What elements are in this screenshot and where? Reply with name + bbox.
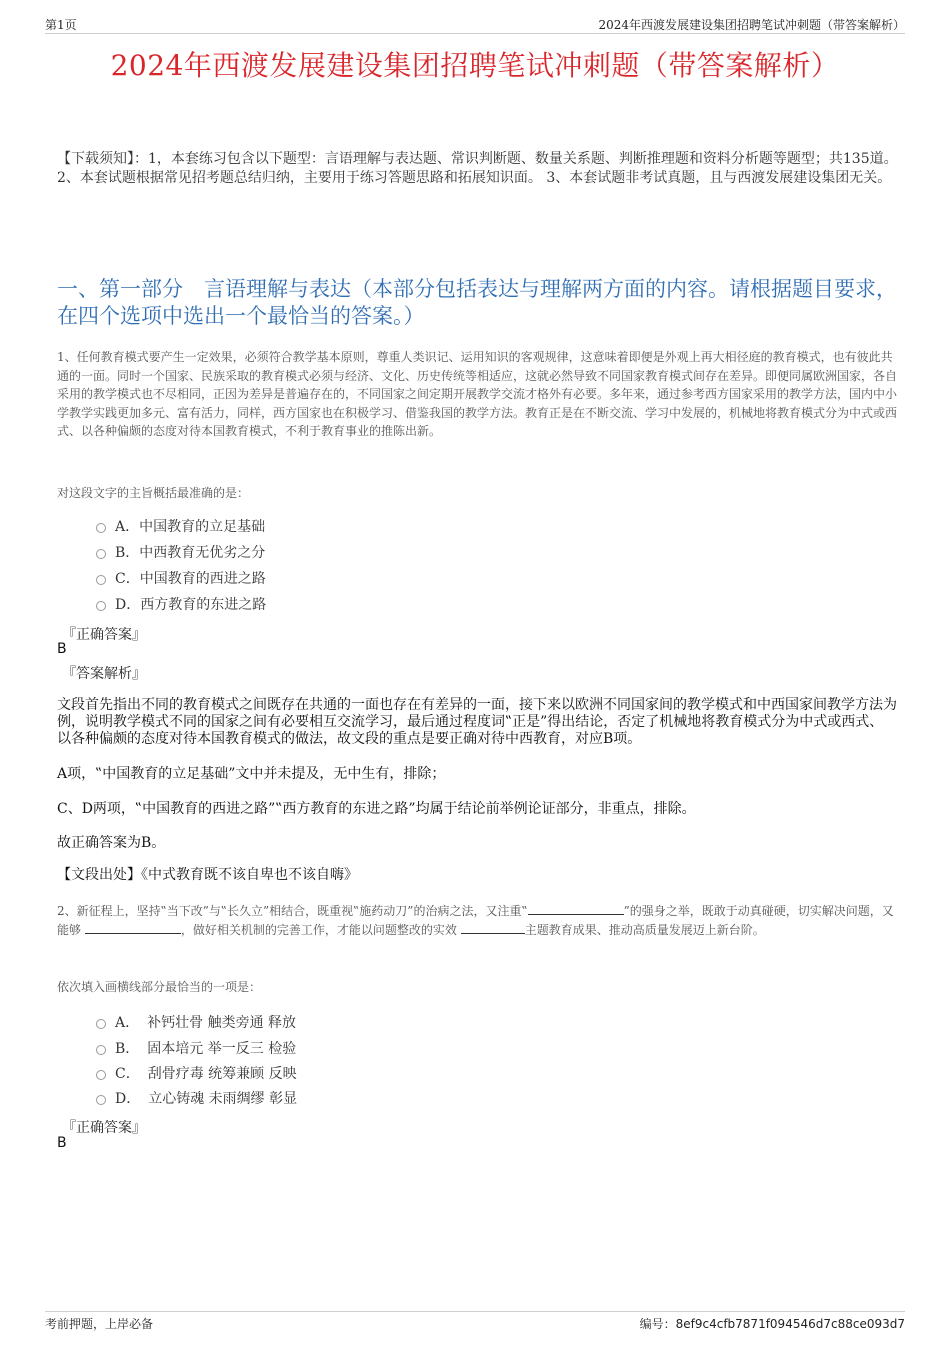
analysis-conclusion: 故正确答案为B。 xyxy=(57,835,166,851)
question-2-text xyxy=(57,902,902,939)
header-divider xyxy=(45,33,905,34)
correct-answer-value: B xyxy=(57,641,67,657)
question-1-option-a[interactable] xyxy=(96,516,265,536)
correct-answer-value: B xyxy=(57,1135,67,1151)
question-1-option-b[interactable] xyxy=(96,542,265,562)
option-letter: C． xyxy=(115,1066,140,1082)
option-text: 补钙壮骨 触类旁通 释放 xyxy=(147,1015,297,1031)
question-2-text-part-2: ”的强身之举，既敢于动真碰硬，切实解决问题，又能够 xyxy=(57,904,894,937)
option-text: 中西教育无优劣之分 xyxy=(139,545,266,561)
question-2-option-d[interactable] xyxy=(96,1088,297,1108)
download-notice: 【下载须知】：1，本套练习包含以下题型：言语理解与表达题、常识判断题、数量关系题、判断推理题和资料分析题等题型；共135道。 2、本套试题根据常见招考题总结归纳，主要用于练习答题思路和拓展知识面。 3、本套试题非考试真题，且与西渡发展建设集团无关。 xyxy=(57,151,898,186)
footer-divider xyxy=(45,1311,905,1312)
option-text: 立心铸魂 未雨绸缪 彰显 xyxy=(148,1091,298,1107)
option-letter: C． xyxy=(115,571,140,587)
option-letter: B． xyxy=(115,545,140,561)
option-text: 固本培元 举一反三 检验 xyxy=(147,1041,297,1057)
page-number: 第1页 xyxy=(45,18,77,32)
option-letter: A． xyxy=(115,1015,140,1031)
header-doc-title: 2024年西渡发展建设集团招聘笔试冲刺题（带答案解析） xyxy=(598,18,905,32)
option-letter: B． xyxy=(115,1041,140,1057)
option-text: 中国教育的西进之路 xyxy=(139,571,266,587)
correct-answer-label: 『正确答案』 xyxy=(62,1120,146,1136)
analysis-option-a: A项，‟中国教育的立足基础”文中并未提及，无中生有，排除； xyxy=(57,766,446,782)
analysis-label: 『答案解析』 xyxy=(62,666,146,682)
option-letter: D． xyxy=(115,1091,141,1107)
question-1-prompt: 对这段文字的主旨概括最准确的是： xyxy=(57,486,250,500)
section-heading: 一、第一部分 言语理解与表达（本部分包括表达与理解两方面的内容。请根据题目要求，在四个选项中选出一个最恰当的答案。） xyxy=(57,277,897,328)
correct-answer-label: 『正确答案』 xyxy=(62,627,146,643)
page-title: 2024年西渡发展建设集团招聘笔试冲刺题（带答案解析） xyxy=(110,49,840,82)
analysis-option-cd: C、D两项，‟中国教育的西进之路”‟西方教育的东进之路”均属于结论前举例论证部分，非重点，排除。 xyxy=(57,801,696,817)
text-source: 【文段出处】《中式教育既不该自卑也不该自嗨》 xyxy=(57,867,358,883)
option-text: 中国教育的立足基础 xyxy=(139,519,266,535)
question-1-option-d[interactable] xyxy=(96,594,266,614)
document-code xyxy=(640,1315,905,1332)
question-1-text: 1、任何教育模式要产生一定效果，必须符合教学基本原则，尊重人类识记、运用知识的客观规律，这意味着即便是外观上再大相径庭的教育模式，也有彼此共通的一面。同时一个国家、民族采取的教育模式必须与经济、文化、历史传统等相适应，这就必然导致不同国家教育模式间存在差异。即便同属欧洲国家，各自采用的教学模式也不尽相同，正因为差异是普遍存在的，不同国家之间定期开展教学交流才格外有必要。多年来，通过参考西方国家采用的教学方法，国内中小学教学实践更加多元、富有活力，同样，西方国家也在积极学习、借鉴我国的教学方法。教育正是在不断交流、学习中发展的，机械地将教育模式分为中式或西式、以各种偏颇的态度对待本国教育模式，不利于教育事业的推陈出新。 xyxy=(57,350,898,439)
blank-2 xyxy=(85,921,181,934)
option-letter: A． xyxy=(115,519,140,535)
radio-icon[interactable] xyxy=(96,1045,106,1055)
radio-icon[interactable] xyxy=(96,1019,106,1029)
radio-icon[interactable] xyxy=(96,601,106,611)
radio-icon[interactable] xyxy=(96,523,106,533)
question-1-option-c[interactable] xyxy=(96,568,266,588)
footer-slogan: 考前押题，上岸必备 xyxy=(45,1317,154,1331)
radio-icon[interactable] xyxy=(96,1095,106,1105)
option-text: 刮骨疗毒 统筹兼顾 反映 xyxy=(147,1066,297,1082)
analysis-paragraph: 文段首先指出不同的教育模式之间既存在共通的一面也存在有差异的一面，接下来以欧洲不同国家间的教学模式和中西国家间教学方法为例，说明教学模式不同的国家之间有必要相互交流学习，最后通过程度词‟正是”得出结论，否定了机械地将教育模式分为中式或西式、以各种偏颇的态度对待本国教育模式的做法，故文段的重点是要正确对待中西教育，对应B项。 xyxy=(57,697,897,747)
question-2-text-part-4: 主题教育成果、推动高质量发展迈上新台阶。 xyxy=(524,922,765,937)
radio-icon[interactable] xyxy=(96,575,106,585)
question-2-text-part-1: 2、新征程上，坚持‟当下改”与‟长久立”相结合，既重视‟施药动刀”的治病之法，又注重‟ xyxy=(57,904,528,918)
question-2-option-a[interactable] xyxy=(96,1012,296,1032)
radio-icon[interactable] xyxy=(96,549,106,559)
document-code-value: 8ef9c4cfb7871f094546d7c88ce093d7 xyxy=(675,1317,905,1331)
blank-1 xyxy=(528,902,624,915)
question-2-prompt: 依次填入画横线部分最恰当的一项是： xyxy=(57,980,262,994)
question-2-option-c[interactable] xyxy=(96,1063,297,1083)
question-2-option-b[interactable] xyxy=(96,1038,296,1058)
option-text: 西方教育的东进之路 xyxy=(140,597,267,613)
option-letter: D． xyxy=(115,597,141,613)
document-code-label: 编号： xyxy=(639,1317,676,1331)
blank-3 xyxy=(461,921,525,934)
question-2-text-part-3: ，做好相关机制的完善工作，才能以问题整改的实效 xyxy=(180,922,457,937)
radio-icon[interactable] xyxy=(96,1070,106,1080)
